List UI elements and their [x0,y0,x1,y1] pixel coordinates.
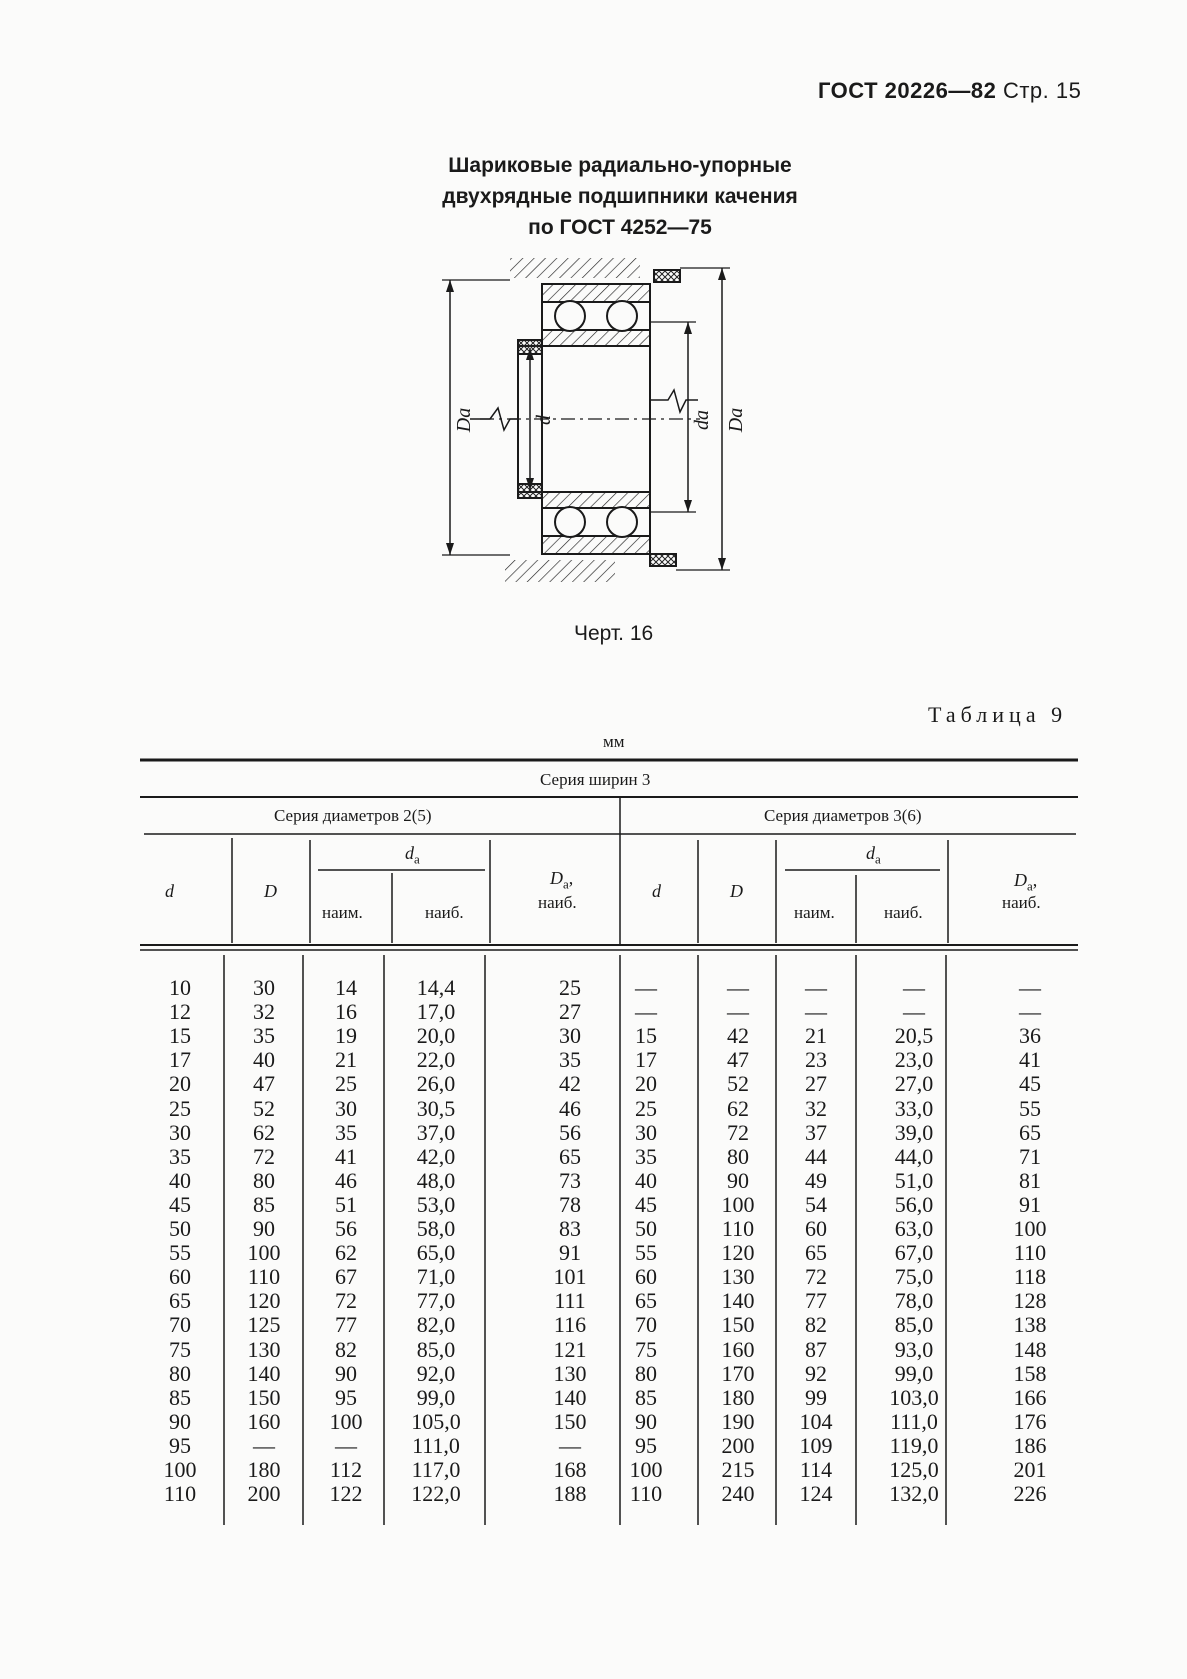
table-cell: 35 [253,1023,275,1049]
table-cell: 35 [169,1143,191,1169]
unit-label: мм [603,732,625,751]
table-cell: 85 [635,1384,657,1410]
table-cell: 35 [335,1119,357,1145]
table-cell: 110 [721,1216,755,1241]
table-cell: 22,0 [416,1047,456,1073]
table-cell: 25 [335,1071,357,1097]
col-d-2: d [652,881,661,901]
table-cell: 30 [253,975,275,1000]
table-cell: 70 [635,1312,657,1338]
table-cell: 48,0 [416,1167,456,1193]
col-Da-max-2: наиб. [1002,893,1041,912]
table-cell: 119,0 [889,1432,939,1458]
table-cell: 188 [553,1481,587,1507]
table-cell: — [635,975,657,1000]
table-cell: 14 [335,975,357,1000]
table-cell: 62 [253,1119,275,1145]
table-cell: 140 [553,1384,587,1410]
table-cell: 65 [635,1288,657,1314]
table-cell: 148 [1013,1336,1047,1362]
inner-ring-upper [542,330,650,346]
standard-number: ГОСТ 20226—82 [818,78,997,103]
table-cell: 72 [727,1119,749,1145]
table-cell: 33,0 [894,1095,934,1121]
table-cell: 92 [805,1360,827,1386]
table-cell: 21 [335,1047,357,1073]
title-line-2: двухрядные подшипники качения [442,185,798,208]
table-cell: 82 [335,1336,357,1362]
table-cell: 51,0 [894,1167,934,1193]
table-cell: 124 [799,1481,833,1507]
table-cell: 77 [335,1312,357,1338]
table-cell: 67 [335,1264,357,1290]
table-cell: 90 [169,1408,191,1434]
table-cell: 55 [635,1240,657,1266]
table-cell: — [559,1432,581,1458]
table-cell: 46 [559,1095,581,1121]
col-Da-2: $D_a$, [1014,870,1038,894]
table-cell: 166 [1013,1384,1047,1410]
table-cell: 91 [559,1240,581,1266]
table-cell: 117,0 [411,1457,461,1482]
col-da-1: $d_a$ [405,843,420,867]
table-cell: 111,0 [412,1432,460,1458]
housing-bottom-hatch [505,560,615,582]
table-cell: 80 [727,1143,749,1169]
table-cell: 93,0 [894,1336,934,1362]
table-cell: 190 [721,1408,755,1434]
dimensions-table [140,755,1080,1545]
table-cell: 132,0 [889,1481,939,1507]
table-cell: 23,0 [894,1047,934,1073]
table-cell: 47 [253,1071,275,1097]
table-cell: 116 [553,1312,587,1338]
table-cell: 109 [799,1432,833,1458]
table-cell: 51 [335,1191,357,1217]
table-cell: 39,0 [894,1119,934,1145]
table-cell: 45 [635,1191,657,1217]
table-cell: 73 [559,1167,581,1193]
table-cell: 80 [169,1360,191,1386]
col-D-2: D [730,881,743,901]
table-cell: 75 [169,1336,191,1362]
table-cell: 90 [635,1408,657,1434]
section-title [380,150,860,243]
table-cell: 92,0 [416,1360,456,1386]
table-cell: 52 [253,1095,275,1121]
table-cell: 125 [247,1312,281,1338]
table-cell: 65 [1019,1119,1041,1145]
table-cell: 160 [247,1408,281,1434]
table-cell: 100 [329,1408,363,1434]
table-cell: 71,0 [416,1264,456,1290]
col-Da-1: $D_a$, [550,868,574,892]
table-cell: 35 [635,1143,657,1169]
table-cell: 27,0 [894,1071,934,1097]
table-cell: 75,0 [894,1264,934,1290]
table-cell: 110 [629,1481,663,1507]
table-cell: 56 [335,1216,357,1241]
table-cell: 56,0 [894,1191,934,1217]
table-cell: 50 [635,1216,657,1241]
table-cell: 85 [253,1191,275,1217]
table-cell: 60 [169,1264,191,1290]
table-cell: 85 [169,1384,191,1410]
table-cell: 140 [247,1360,281,1386]
table-cell: 138 [1013,1312,1047,1338]
table-cell: 80 [253,1167,275,1193]
table-cell: 100 [247,1240,281,1266]
table-cell: 200 [721,1432,755,1458]
table-cell: 122 [329,1481,363,1507]
table-cell: 103,0 [889,1384,939,1410]
table-cell: 14,4 [416,975,456,1000]
table-cell: 25 [559,975,581,1000]
table-cell: 19 [335,1023,357,1049]
table-cell: 99 [805,1384,827,1410]
table-cell: 82,0 [416,1312,456,1338]
table-cell: 45 [169,1191,191,1217]
table-cell: 49 [805,1167,827,1193]
table-cell: 100 [629,1457,663,1482]
table-cell: 240 [721,1481,755,1507]
table-cell: — [1019,975,1041,1000]
table-cell: 16 [335,999,357,1025]
table-cell: 176 [1013,1408,1047,1434]
col-da-max-2: наиб. [884,903,923,922]
table-cell: — [727,975,749,1000]
table-cell: 20,5 [894,1023,934,1049]
table-cell: 62 [727,1095,749,1121]
table-cell: 85,0 [894,1312,934,1338]
table-cell: 83 [559,1216,581,1241]
table-cell: 42 [727,1023,749,1049]
housing-shoulder-upper [654,270,680,282]
table-cell: 101 [553,1264,587,1290]
table-cell: 32 [805,1095,827,1121]
table-cell: 62 [335,1240,357,1266]
table-cell: 150 [721,1312,755,1338]
table-cell: 100 [163,1457,197,1482]
table-cell: 72 [805,1264,827,1290]
table-cell: 111,0 [890,1408,938,1434]
table-cell: 186 [1013,1432,1047,1458]
table-cell: 200 [247,1481,281,1507]
table-cell: 25 [169,1095,191,1121]
table-cell: 158 [1013,1360,1047,1386]
col-da-2: $d_a$ [866,843,881,867]
table-cell: 58,0 [416,1216,456,1241]
table-cell: 118 [1013,1264,1047,1290]
label-Da-right: Da [725,407,747,433]
table-cell: 15 [635,1023,657,1049]
col-da-max-1: наиб. [425,903,464,922]
table-cell: 65 [805,1240,827,1266]
table-cell: 160 [721,1336,755,1362]
table-cell: 65,0 [416,1240,456,1266]
table-cell: 42,0 [416,1143,456,1169]
table-cell: 63,0 [894,1216,934,1241]
table-cell: 35 [559,1047,581,1073]
table-cell: 67,0 [894,1240,934,1266]
table-cell: 72 [335,1288,357,1314]
table-cell: 54 [805,1191,827,1217]
table-cell: 150 [553,1408,587,1434]
table-cell: 90 [727,1167,749,1193]
table-cell: 40 [635,1167,657,1193]
table-cell: 120 [247,1288,281,1314]
table-number: Таблица 9 [928,702,1068,727]
table-cell: 110 [247,1264,281,1290]
table-cell: 17 [635,1047,657,1073]
table-cell: 26,0 [416,1071,456,1097]
table-cell: 10 [169,975,191,1000]
table-cell: 50 [169,1216,191,1241]
table-cell: 114 [799,1457,833,1482]
table-cell: — [805,975,827,1000]
table-cell: 78,0 [894,1288,934,1314]
table-cell: 170 [721,1360,755,1386]
table-cell: 20 [635,1071,657,1097]
table-cell: 27 [805,1071,827,1097]
diameter-series-3-header: Серия диаметров 3(6) [764,806,922,825]
table-cell: 78 [559,1191,581,1217]
title-line-3: по ГОСТ 4252—75 [528,216,712,239]
table-cell: 95 [169,1432,191,1458]
table-cell: 104 [799,1408,833,1434]
table-cell: 121 [553,1336,587,1362]
table-cell: 40 [253,1047,275,1073]
table-cell: 90 [253,1216,275,1241]
table-cell: 12 [169,999,191,1025]
table-cell: 75 [635,1336,657,1362]
table-cell: — [635,999,657,1025]
table-cell: 77 [805,1288,827,1314]
table-cell: 125,0 [889,1457,939,1482]
table-cell: 72 [253,1143,275,1169]
table-cell: 91 [1019,1191,1041,1217]
table-cell: 85,0 [416,1336,456,1362]
table-cell: 47 [727,1047,749,1073]
outer-ring-lower [542,536,650,554]
table-cell: 112 [329,1457,363,1482]
table-cell: 110 [1013,1240,1047,1266]
table-cell: 17,0 [416,999,456,1025]
table-cell: 55 [1019,1095,1041,1121]
housing-top-hatch [510,258,640,278]
table-cell: 120 [721,1240,755,1266]
col-D-1: D [264,881,277,901]
table-cell: 122,0 [411,1481,461,1507]
table-cell: 130 [247,1336,281,1362]
ball-1 [555,301,585,331]
table-cell: 95 [335,1384,357,1410]
table-cell: 36 [1019,1023,1041,1049]
col-da-min-1: наим. [322,903,363,922]
table-cell: 111 [554,1288,586,1314]
col-d-1: d [165,881,174,901]
table-cell: 42 [559,1071,581,1097]
table-cell: 37,0 [416,1119,456,1145]
break-line-right [650,390,698,412]
table-body [140,755,1080,1545]
table-cell: 30 [635,1119,657,1145]
table-cell: 82 [805,1312,827,1338]
table-cell: 180 [721,1384,755,1410]
table-cell: 65 [169,1288,191,1314]
table-cell: — [253,1432,275,1458]
table-cell: 130 [721,1264,755,1290]
table-cell: 53,0 [416,1191,456,1217]
table-cell: 65 [559,1143,581,1169]
table-cell: 23 [805,1047,827,1073]
ball-4 [607,507,637,537]
table-cell: 100 [1013,1216,1047,1241]
width-series-header: Серия ширин 3 [540,770,651,789]
table-cell: 25 [635,1095,657,1121]
table-cell: 71 [1019,1143,1041,1169]
table-cell: 41 [335,1143,357,1169]
table-cell: 40 [169,1167,191,1193]
page-header [818,78,1081,104]
table-cell: 80 [635,1360,657,1386]
table-cell: 30,5 [416,1095,456,1121]
table-cell: 52 [727,1071,749,1097]
inner-ring-lower [542,492,650,508]
table-cell: 44,0 [894,1143,934,1169]
table-cell: 128 [1013,1288,1047,1314]
table-cell: 130 [553,1360,587,1386]
label-d: d [533,415,555,425]
table-cell: 180 [247,1457,281,1482]
table-cell: 37 [805,1119,827,1145]
table-cell: 110 [163,1481,197,1507]
table-cell: 90 [335,1360,357,1386]
table-cell: 15 [169,1023,191,1049]
table-cell: 150 [247,1384,281,1410]
table-cell: 100 [721,1191,755,1217]
table-cell: 45 [1019,1071,1041,1097]
table-cell: 70 [169,1312,191,1338]
ball-2 [607,301,637,331]
table-cell: 17 [169,1047,191,1073]
page-number: Стр. 15 [1002,78,1082,103]
col-Da-max-1: наиб. [538,893,577,912]
ball-3 [555,507,585,537]
table-cell: — [903,975,925,1000]
table-cell: 46 [335,1167,357,1193]
table-cell: 32 [253,999,275,1025]
table-cell: 140 [721,1288,755,1314]
table-cell: — [1019,999,1041,1025]
table-cell: 30 [169,1119,191,1145]
table-cell: 87 [805,1336,827,1362]
label-da: da [691,410,713,430]
title-line-1: Шариковые радиально-упорные [448,154,792,177]
table-cell: 95 [635,1432,657,1458]
table-cell: 105,0 [411,1408,461,1434]
table-cell: 27 [559,999,581,1025]
table-cell: — [805,999,827,1025]
table-cell: 30 [335,1095,357,1121]
table-cell: — [335,1432,357,1458]
table-cell: 99,0 [894,1360,934,1386]
table-cell: — [903,999,925,1025]
bearing-drawing [440,250,780,590]
table-cell: 56 [559,1119,581,1145]
table-cell: 168 [553,1457,587,1482]
table-cell: 55 [169,1240,191,1266]
figure-caption: Черт. 16 [574,622,654,645]
table-cell: 60 [635,1264,657,1290]
table-cell: 20,0 [416,1023,456,1049]
table-cell: 99,0 [416,1384,456,1410]
col-da-min-2: наим. [794,903,835,922]
outer-ring-upper [542,284,650,302]
table-cell: 44 [805,1143,827,1169]
table-cell: 81 [1019,1167,1041,1193]
table-cell: — [727,999,749,1025]
diameter-series-2-header: Серия диаметров 2(5) [274,806,432,825]
table-cell: 21 [805,1023,827,1049]
table-cell: 60 [805,1216,827,1241]
label-Da-left: Da [453,407,475,433]
table-cell: 201 [1013,1457,1047,1482]
table-cell: 20 [169,1071,191,1097]
housing-shoulder-lower [650,554,676,566]
table-cell: 215 [721,1457,755,1482]
table-cell: 77,0 [416,1288,456,1314]
table-cell: 226 [1013,1481,1047,1507]
table-cell: 30 [559,1023,581,1049]
table-cell: 41 [1019,1047,1041,1073]
